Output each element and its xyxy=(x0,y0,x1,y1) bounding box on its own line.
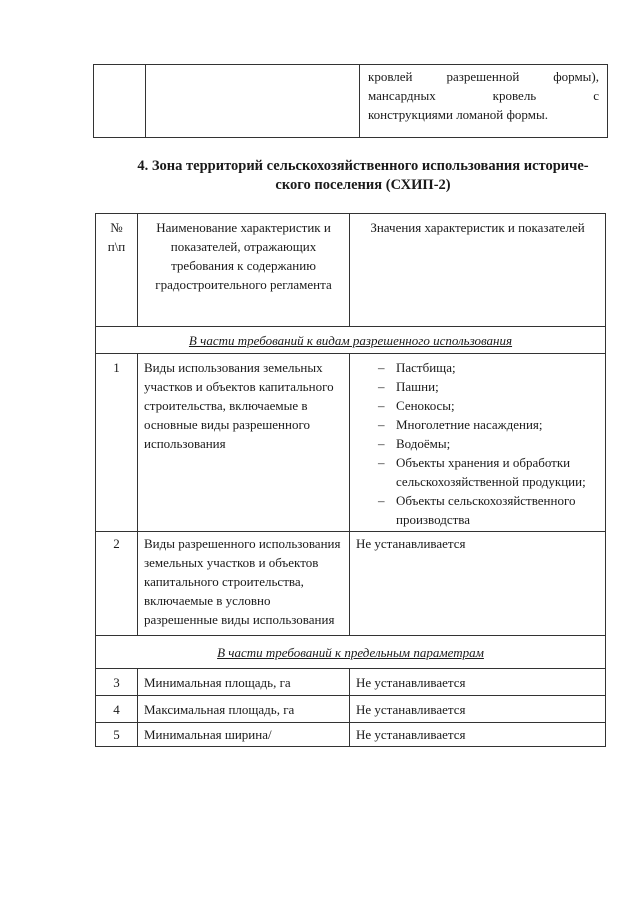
row-number: 2 xyxy=(96,532,138,636)
section-row xyxy=(96,636,606,669)
regulations-table xyxy=(95,213,606,747)
list-item: – Объекты сельскохозяйственного производства xyxy=(378,493,576,527)
fragment-empty-cell xyxy=(146,65,360,138)
list-item: – Водоёмы; xyxy=(378,436,451,451)
row-value: Не устанавливается xyxy=(350,696,606,723)
fragment-line: конструкциями ломаной формы. xyxy=(368,107,548,122)
section-title: В части требований к видам разрешенного использования xyxy=(96,327,606,354)
row-name: Виды использования земельных участков и объектов капитального строительства, включаемые в основные виды разрешенного использования xyxy=(138,354,350,532)
row-name: Минимальная площадь, га xyxy=(138,669,350,696)
row-name: Максимальная площадь, га xyxy=(138,696,350,723)
row-name: Виды разрешенного использования земельных участков и объектов капитального строительства, включаемые в условно разрешенные виды использования xyxy=(138,532,350,636)
header-num: № п\п xyxy=(96,214,138,327)
header-value: Значения характеристик и показателей xyxy=(350,214,606,327)
row-value: Не устанавливается xyxy=(350,669,606,696)
fragment-value-cell xyxy=(360,65,608,138)
header-name: Наименование характеристик и показателей, отражающих требования к содержанию градостроительного регламента xyxy=(138,214,350,327)
zone-heading xyxy=(128,157,598,195)
list-item: – Объекты хранения и обработки сельскохозяйственной продукции; xyxy=(378,455,586,489)
row-value: Не устанавливается xyxy=(350,532,606,636)
table-row xyxy=(96,354,606,532)
fragment-empty-cell xyxy=(94,65,146,138)
continued-table-fragment xyxy=(93,64,608,138)
row-value: Не устанавливается xyxy=(350,723,606,747)
section-title: В части требований к предельным параметрам xyxy=(96,636,606,669)
list-item: – Сенокосы; xyxy=(378,398,455,413)
row-number: 3 xyxy=(96,669,138,696)
section-row xyxy=(96,327,606,354)
table-row xyxy=(96,696,606,723)
allowed-uses-list xyxy=(356,358,599,529)
table-row xyxy=(96,723,606,747)
list-item: – Пашни; xyxy=(378,379,439,394)
table-row xyxy=(96,669,606,696)
heading-title: Зона территорий сельскохозяйственного использования историче-ского поселения (СХИП-2) xyxy=(151,158,589,193)
row-name: Минимальная ширина/ xyxy=(138,723,350,747)
row-number: 1 xyxy=(96,354,138,532)
fragment-line: кровлей разрешенной формы), xyxy=(368,69,599,84)
table-header-row xyxy=(96,214,606,327)
fragment-line: мансардных кровель с xyxy=(368,88,599,103)
list-item: – Многолетние насаждения; xyxy=(378,417,543,432)
heading-number: 4. xyxy=(137,158,149,174)
table-row xyxy=(96,532,606,636)
row-value xyxy=(350,354,606,532)
row-number: 4 xyxy=(96,696,138,723)
row-number: 5 xyxy=(96,723,138,747)
list-item: – Пастбища; xyxy=(378,360,456,375)
